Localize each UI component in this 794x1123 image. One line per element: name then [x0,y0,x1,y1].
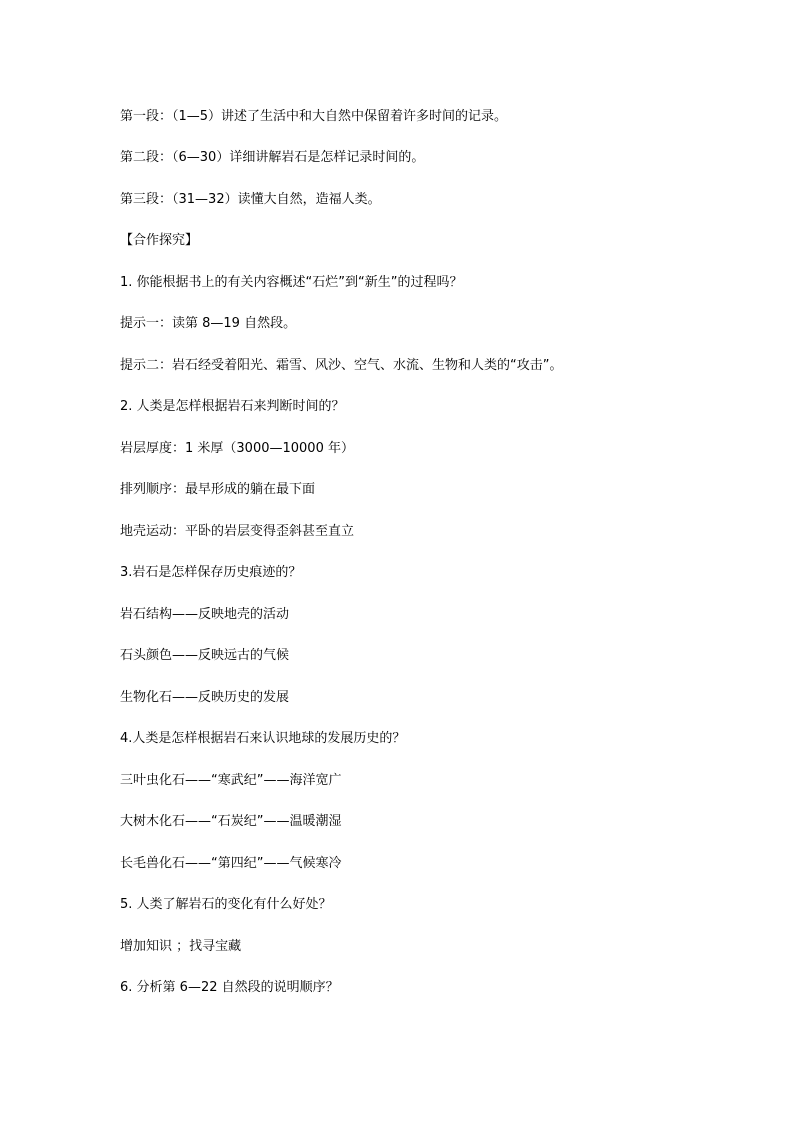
answer-line: 大树木化石——“石炭纪”——温暖潮湿 [120,814,342,829]
answer-line: 三叶虫化石——“寒武纪”——海洋宽广 [120,773,342,788]
question-2: 2. 人类是怎样根据岩石来判断时间的？ [120,399,345,414]
question-1: 1. 你能根据书上的有关内容概述“石烂”到“新生”的过程吗？ [120,275,463,290]
answer-line: 岩层厚度：1 米厚（3000—10000 年） [120,441,354,456]
hint-one: 提示一：读第 8—19 自然段。 [120,316,297,331]
answer-line: 石头颜色——反映远古的气候 [120,648,290,663]
question-4: 4.人类是怎样根据岩石来认识地球的发展历史的？ [120,731,406,746]
paragraph-line-section-one: 第一段：（1—5）讲述了生活中和大自然中保留着许多时间的记录。 [120,109,508,124]
answer-line: 排列顺序：最早形成的躺在最下面 [120,482,316,497]
answer-line: 地壳运动：平卧的岩层变得歪斜甚至直立 [120,524,355,539]
answer-line: 长毛兽化石——“第四纪”——气候寒冷 [120,856,342,871]
section-heading: 【合作探究】 [120,233,199,248]
answer-line: 生物化石——反映历史的发展 [120,690,290,705]
paragraph-line-section-two: 第二段：（6—30）详细讲解岩石是怎样记录时间的。 [120,150,425,165]
question-5: 5. 人类了解岩石的变化有什么好处？ [120,897,332,912]
paragraph-line-section-three: 第三段：（31—32）读懂大自然，造福人类。 [120,192,381,207]
answer-line: 岩石结构——反映地壳的活动 [120,607,290,622]
hint-two: 提示二：岩石经受着阳光、霜雪、风沙、空气、水流、生物和人类的“攻击”。 [120,358,563,373]
answer-line: 增加知识 ；找寻宝藏 [120,939,242,954]
question-6: 6. 分析第 6—22 自然段的说明顺序？ [120,980,339,995]
question-3: 3.岩石是怎样保存历史痕迹的？ [120,565,302,580]
